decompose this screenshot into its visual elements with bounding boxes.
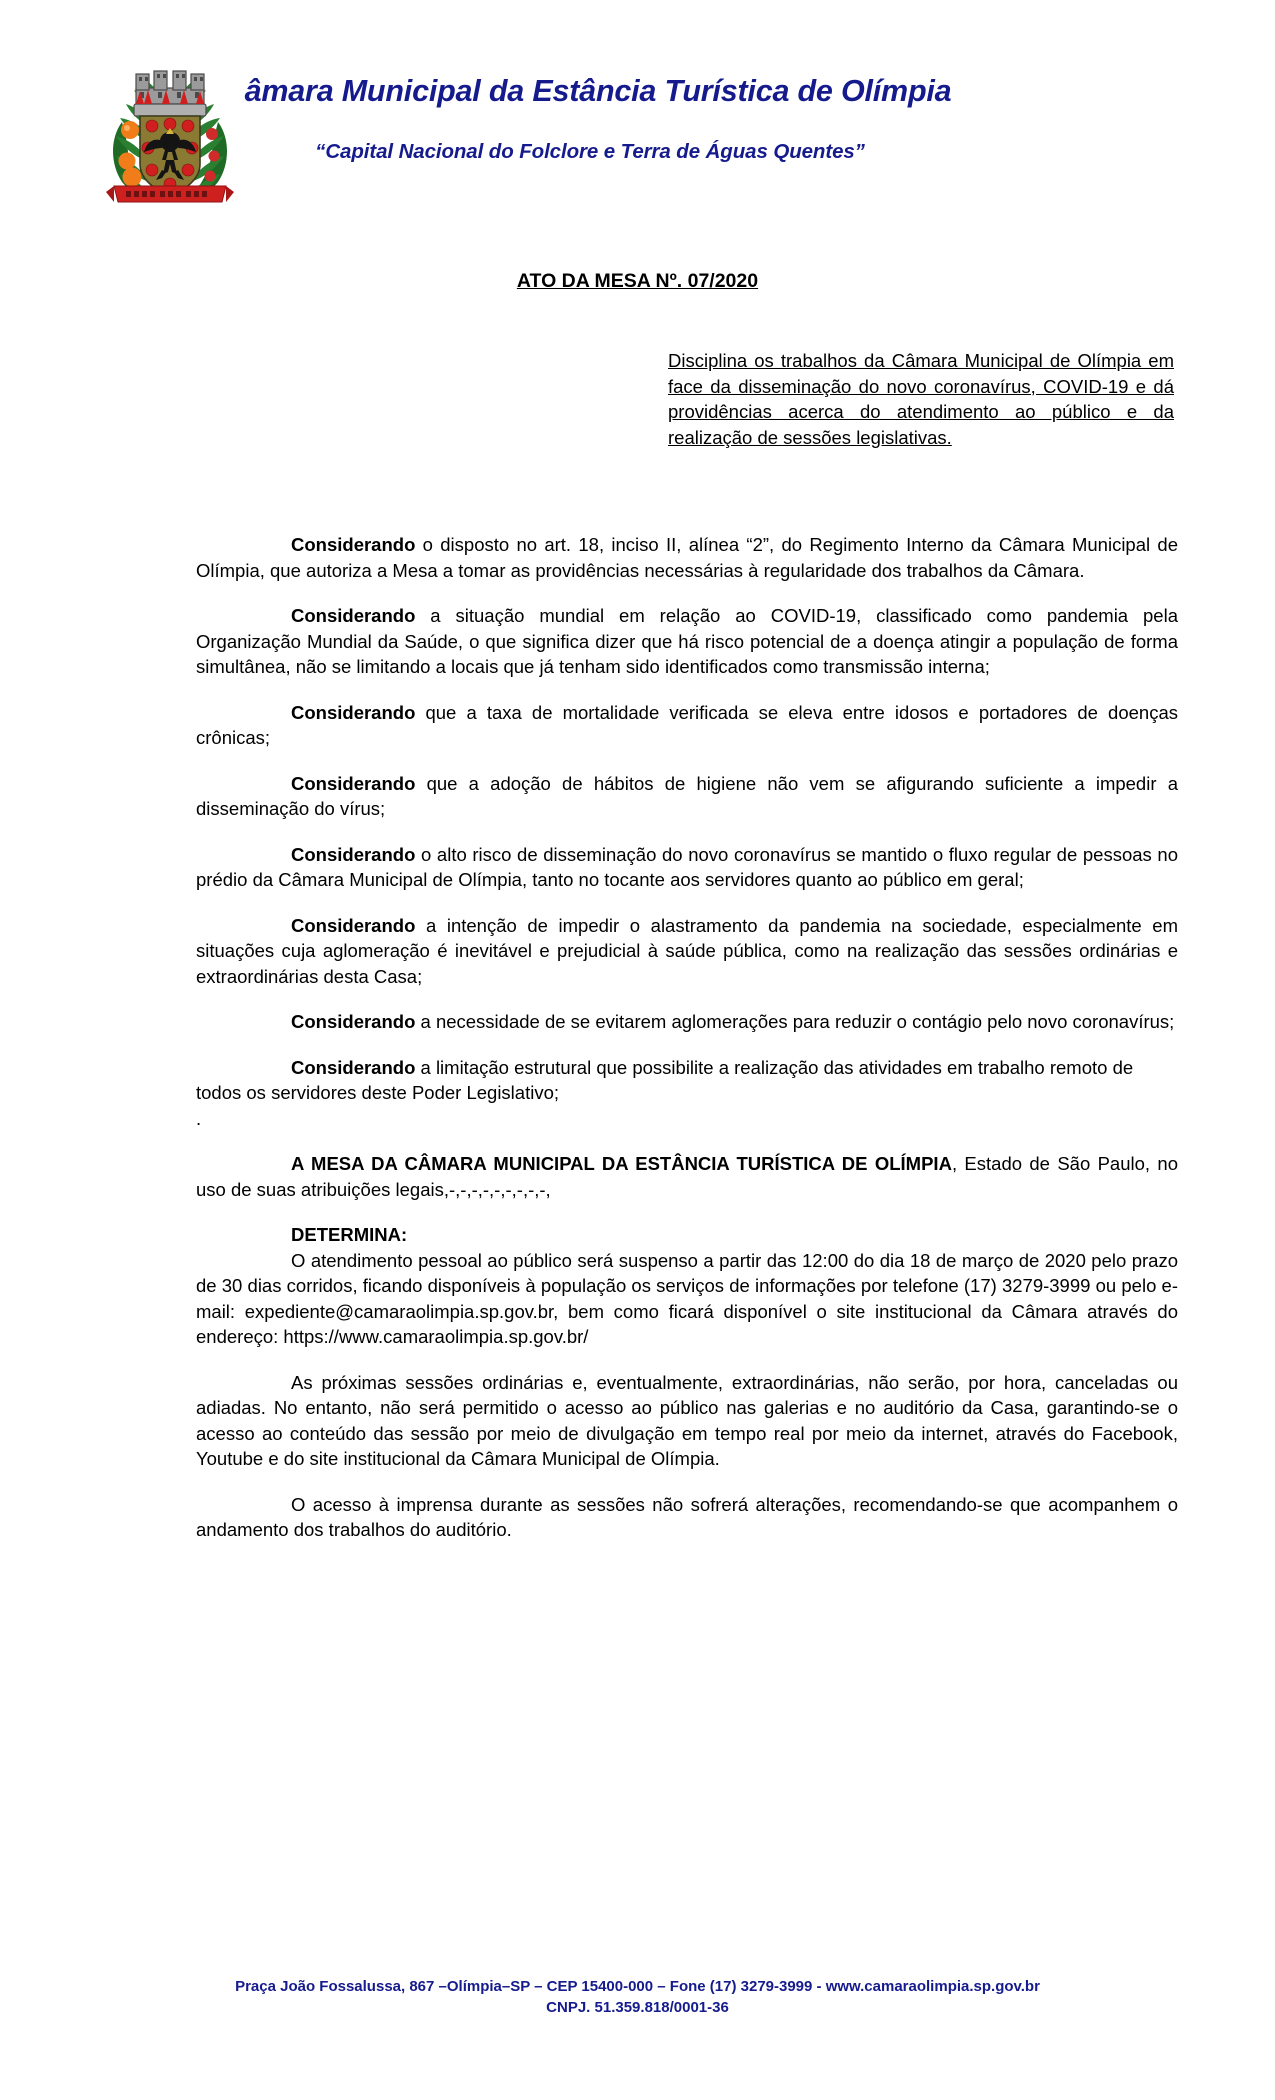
considerando-paragraph bbox=[196, 603, 1178, 680]
considerando-lead: Considerando bbox=[291, 701, 416, 723]
header-text-block bbox=[0, 52, 1275, 212]
mesa-text: , Estado de São Paulo, no uso de suas atribuições legais,-,-,-,-,-,-,-,-,-, bbox=[196, 1153, 1178, 1200]
document-footer bbox=[0, 1976, 1275, 2018]
ementa-block bbox=[668, 348, 1174, 450]
considerando-paragraph bbox=[196, 1009, 1178, 1035]
document-header bbox=[0, 52, 1275, 212]
determina-label: DETERMINA: bbox=[291, 1224, 408, 1245]
considerando-text: a limitação estrutural que possibilite a realização das atividades em trabalho remoto de todos os servidores deste Poder Legislativo; bbox=[196, 1056, 1134, 1103]
considerando-lead: Considerando bbox=[291, 914, 416, 936]
considerando-lead: Considerando bbox=[291, 534, 416, 555]
footer-cnpj-line: CNPJ. 51.359.818/0001-36 bbox=[546, 1999, 729, 2016]
organization-title bbox=[0, 74, 1180, 109]
considerando-text: a situação mundial em relação ao COVID-19, classificado como pandemia pela Organização Mundial da Saúde, o que significa dizer que há risco potencial de a doença atingir a população de forma simultânea, não se limitando a locais que já tenham sido identificados como transmissão interna; bbox=[196, 605, 1178, 677]
considerando-text: a necessidade de se evitarem aglomerações para reduzir o contágio pelo novo coronavírus; bbox=[415, 1011, 1175, 1032]
organization-title-text: âmara Municipal da Estância Turística de Olímpia bbox=[244, 74, 952, 108]
considerando-text: a intenção de impedir o alastramento da pandemia na sociedade, especialmente em situações cuja aglomeração é inevitável e prejudicial à saúde pública, como na realização das sessões ordinárias e extraordinárias desta Casa; bbox=[196, 914, 1178, 987]
document-title bbox=[0, 270, 1275, 293]
stray-dot-line: . bbox=[196, 1107, 202, 1129]
considerando-lead: Considerando bbox=[291, 772, 416, 794]
considerando-lead: Considerando bbox=[291, 1056, 416, 1078]
determina-paragraph: As próximas sessões ordinárias e, eventualmente, extraordinárias, não serão, por hora, canceladas ou adiadas. No entanto, não será permitido o acesso ao público nas galerias e no auditório da Casa, garantindo-se o acesso ao conteúdo das sessão por meio de divulgação em tempo real por meio da internet, através do Facebook, Youtube e do site institucional da Câmara Municipal de Olímpia. bbox=[196, 1371, 1178, 1469]
considerando-paragraph bbox=[196, 842, 1178, 893]
document-body bbox=[196, 532, 1178, 1563]
considerando-paragraph bbox=[196, 771, 1178, 822]
considerando-lead: Considerando bbox=[291, 605, 416, 626]
document-title-text: ATO DA MESA Nº. 07/2020 bbox=[516, 270, 759, 292]
ementa-text: Disciplina os trabalhos da Câmara Municipal de Olímpia em face da disseminação do novo coronavírus, COVID-19 e dá providências acerca do atendimento ao público e da realização de sessões legislativas. bbox=[668, 350, 1174, 448]
considerando-paragraph bbox=[196, 700, 1178, 751]
considerando-paragraph bbox=[196, 532, 1178, 583]
determina-paragraph: O atendimento pessoal ao público será suspenso a partir das 12:00 do dia 18 de março de 2020 pelo prazo de 30 dias corridos, ficando disponíveis à população os serviços de informações por telefone (17) 3279-3999 ou pelo e-mail: expediente@camaraolimpia.sp.gov.br, bem como ficará disponível o site institucional da Câmara através do endereço: https://www.camaraolimpia.sp.gov.br/ bbox=[196, 1249, 1178, 1347]
considerando-lead: Considerando bbox=[291, 1011, 416, 1032]
considerando-text: o alto risco de disseminação do novo coronavírus se mantido o fluxo regular de pessoas no prédio da Câmara Municipal de Olímpia, tanto no tocante aos servidores quanto ao público em geral; bbox=[196, 843, 1178, 890]
determina-paragraph: O acesso à imprensa durante as sessões não sofrerá alterações, recomendando-se que acompanhem o andamento dos trabalhos do auditório. bbox=[196, 1493, 1178, 1540]
footer-address-line: Praça João Fossalussa, 867 –Olímpia–SP – CEP 15400-000 – Fone (17) 3279-3999 - www.camaraolimpia.sp.gov.br bbox=[235, 1978, 1040, 1995]
organization-motto: “Capital Nacional do Folclore e Terra de Águas Quentes” bbox=[315, 140, 865, 163]
considerando-lead: Considerando bbox=[291, 843, 416, 865]
considerando-text: que a adoção de hábitos de higiene não vem se afigurando suficiente a impedir a disseminação do vírus; bbox=[196, 772, 1178, 819]
considerando-paragraph bbox=[196, 1055, 1178, 1106]
considerando-text: que a taxa de mortalidade verificada se eleva entre idosos e portadores de doenças crônicas; bbox=[196, 701, 1178, 748]
considerando-text: o disposto no art. 18, inciso II, alínea “2”, do Regimento Interno da Câmara Municipal de Olímpia, que autoriza a Mesa a tomar as providências necessárias à regularidade dos trabalhos da Câmara. bbox=[196, 534, 1178, 581]
considerando-paragraph bbox=[196, 913, 1178, 990]
mesa-paragraph bbox=[196, 1151, 1178, 1202]
mesa-lead: A MESA DA CÂMARA MUNICIPAL DA ESTÂNCIA TURÍSTICA DE OLÍMPIA bbox=[291, 1153, 952, 1174]
